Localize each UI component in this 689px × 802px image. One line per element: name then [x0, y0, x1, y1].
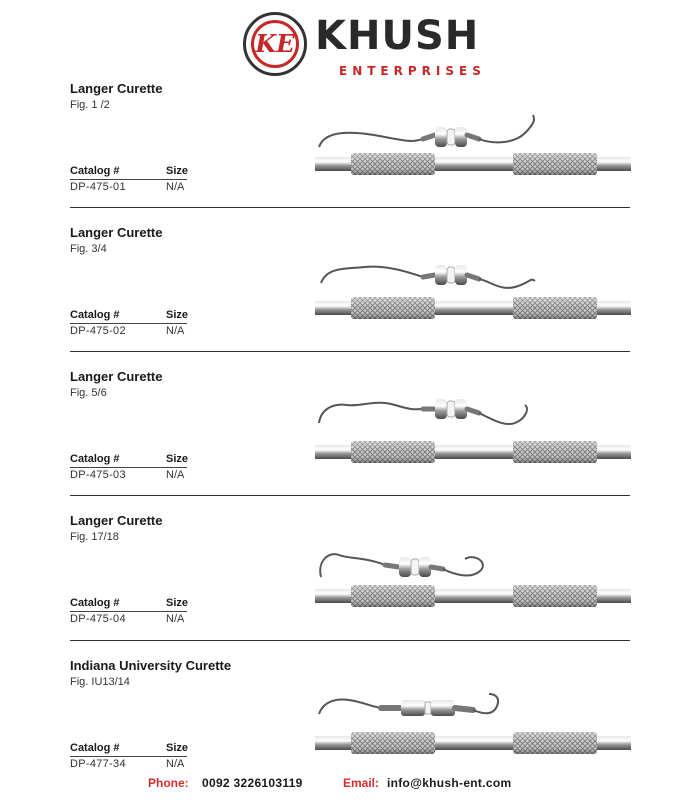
product-title: Indiana University Curette	[70, 658, 232, 673]
section-divider	[70, 495, 630, 496]
curette-image	[315, 531, 631, 611]
product-title: Langer Curette	[70, 513, 163, 528]
catalog-header: Catalog #	[70, 309, 120, 321]
header-rule	[70, 611, 187, 612]
product-figure: Fig. 17/18	[70, 531, 119, 543]
curette-image	[315, 243, 631, 323]
size-header: Size	[166, 309, 189, 321]
header-rule	[70, 756, 187, 757]
catalog-header: Catalog #	[70, 597, 120, 609]
catalog-number: DP-475-03	[70, 469, 126, 481]
header-rule	[70, 467, 187, 468]
product-figure: Fig. IU13/14	[70, 676, 130, 688]
size-header: Size	[166, 453, 189, 465]
catalog-header: Catalog #	[70, 165, 120, 177]
size-value: N/A	[166, 469, 185, 481]
logo-monogram: KE	[255, 29, 295, 58]
brand-logo	[243, 12, 486, 80]
product-figure: Fig. 5/6	[70, 387, 107, 399]
contact-footer	[0, 776, 689, 792]
size-value: N/A	[166, 325, 185, 337]
size-value: N/A	[166, 758, 185, 770]
phone-label: Phone:	[148, 776, 189, 790]
product-entry	[0, 225, 689, 369]
catalog-header: Catalog #	[70, 453, 120, 465]
curette-image	[315, 676, 631, 756]
brand-name: KHUSH	[315, 13, 480, 59]
header-rule	[70, 323, 187, 324]
catalog-number: DP-475-04	[70, 613, 126, 625]
product-title: Langer Curette	[70, 81, 163, 96]
email-address[interactable]: info@khush-ent.com	[387, 776, 512, 790]
curette-image	[315, 99, 631, 179]
curette-image	[315, 387, 631, 467]
product-entry	[0, 513, 689, 657]
product-figure: Fig. 3/4	[70, 243, 107, 255]
section-divider	[70, 351, 630, 352]
product-title: Langer Curette	[70, 225, 163, 240]
product-entry	[0, 369, 689, 513]
catalog-number: DP-477-34	[70, 758, 126, 770]
size-value: N/A	[166, 181, 185, 193]
brand-tagline: ENTERPRISES	[339, 64, 486, 78]
size-value: N/A	[166, 613, 185, 625]
phone-number[interactable]: 0092 3226103119	[202, 776, 303, 790]
logo-emblem	[243, 12, 307, 76]
section-divider	[70, 207, 630, 208]
section-divider	[70, 640, 630, 641]
email-label: Email:	[343, 776, 380, 790]
size-header: Size	[166, 742, 189, 754]
product-title: Langer Curette	[70, 369, 163, 384]
size-header: Size	[166, 165, 189, 177]
product-figure: Fig. 1 /2	[70, 99, 110, 111]
size-header: Size	[166, 597, 189, 609]
catalog-number: DP-475-01	[70, 181, 126, 193]
catalog-header: Catalog #	[70, 742, 120, 754]
product-entry	[0, 81, 689, 225]
header-rule	[70, 179, 187, 180]
catalog-number: DP-475-02	[70, 325, 126, 337]
